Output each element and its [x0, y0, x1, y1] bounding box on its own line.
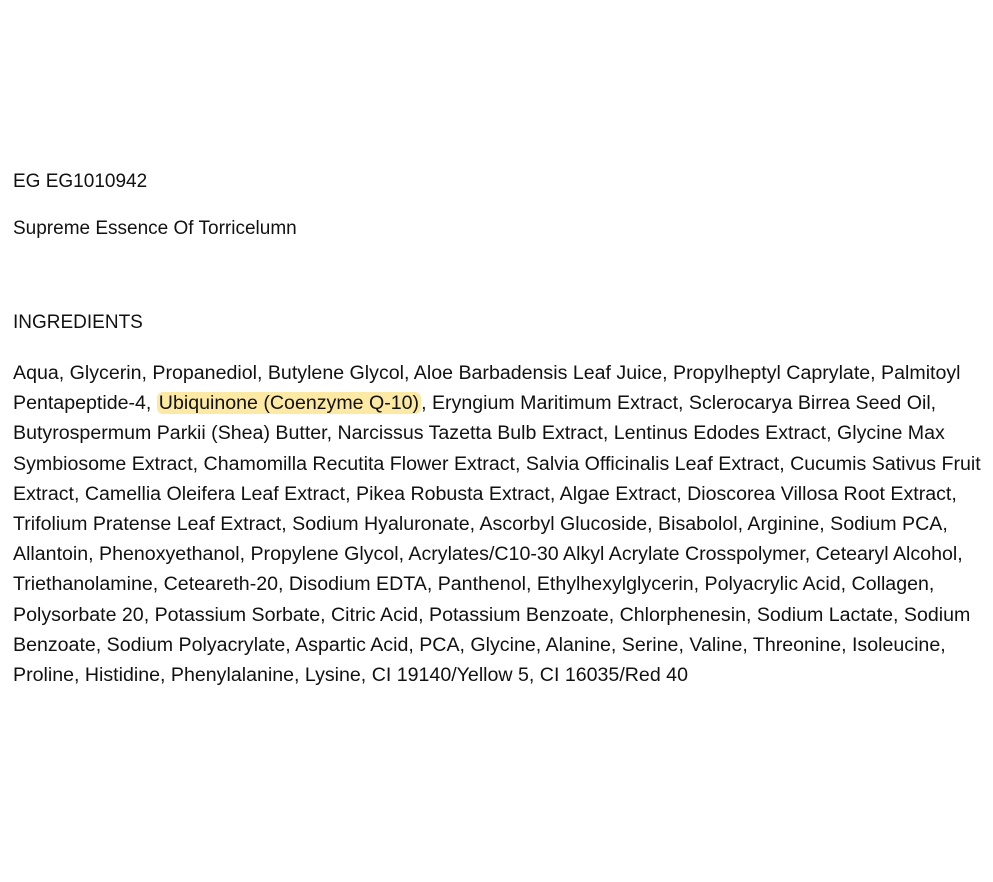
document-body [13, 170, 988, 690]
ingredients-text-before: Aqua, Glycerin, Propanediol, Butylene Glycol, Aloe Barbadensis Leaf Juice, Propylheptyl Caprylate, Palmitoyl Pentapeptide-4, [13, 362, 961, 415]
ingredients-list [13, 358, 988, 690]
product-name: Supreme Essence Of Torricelumn [13, 218, 297, 239]
ingredients-heading: INGREDIENTS [13, 312, 143, 333]
product-code: EG EG1010942 [13, 171, 148, 192]
ingredients-text-after: , Eryngium Maritimum Extract, Sclerocarya Birrea Seed Oil, Butyrospermum Parkii (Shea) Butter, Narcissus Tazetta Bulb Extract, Lentinus Edodes Extract, Glycine Max Symbiosome Extract, Chamomilla Recutita Flower Extract, Salvia Officinalis Leaf Extract, Cucumis Sativus Fruit Extract, Camellia Oleifera Leaf Extract, Pikea Robusta Extract, Algae Extract, Dioscorea Villosa Root Extract, Trifolium Pratense Leaf Extract, Sodium Hyaluronate, Ascorbyl Glucoside, Bisabolol, Arginine, Sodium PCA, Allantoin, Phenoxyethanol, Propylene Glycol, Acrylates/C10-30 Alkyl Acrylate Crosspolymer, Cetearyl Alcohol, Triethanolamine, Ceteareth-20, Disodium EDTA, Panthenol, Ethylhexylglycerin, Polyacrylic Acid, Collagen, Polysorbate 20, Potassium Sorbate, Citric Acid, Potassium Benzoate, Chlorphenesin, Sodium Lactate, Sodium Benzoate, Sodium Polyacrylate, Aspartic Acid, PCA, Glycine, Alanine, Serine, Valine, Threonine, Isoleucine, Proline, Histidine, Phenylalanine, Lysine, CI 19140/Yellow 5, CI 16035/Red 40 [13, 392, 981, 687]
highlighted-ingredient: Ubiquinone (Coenzyme Q-10) [158, 392, 420, 415]
